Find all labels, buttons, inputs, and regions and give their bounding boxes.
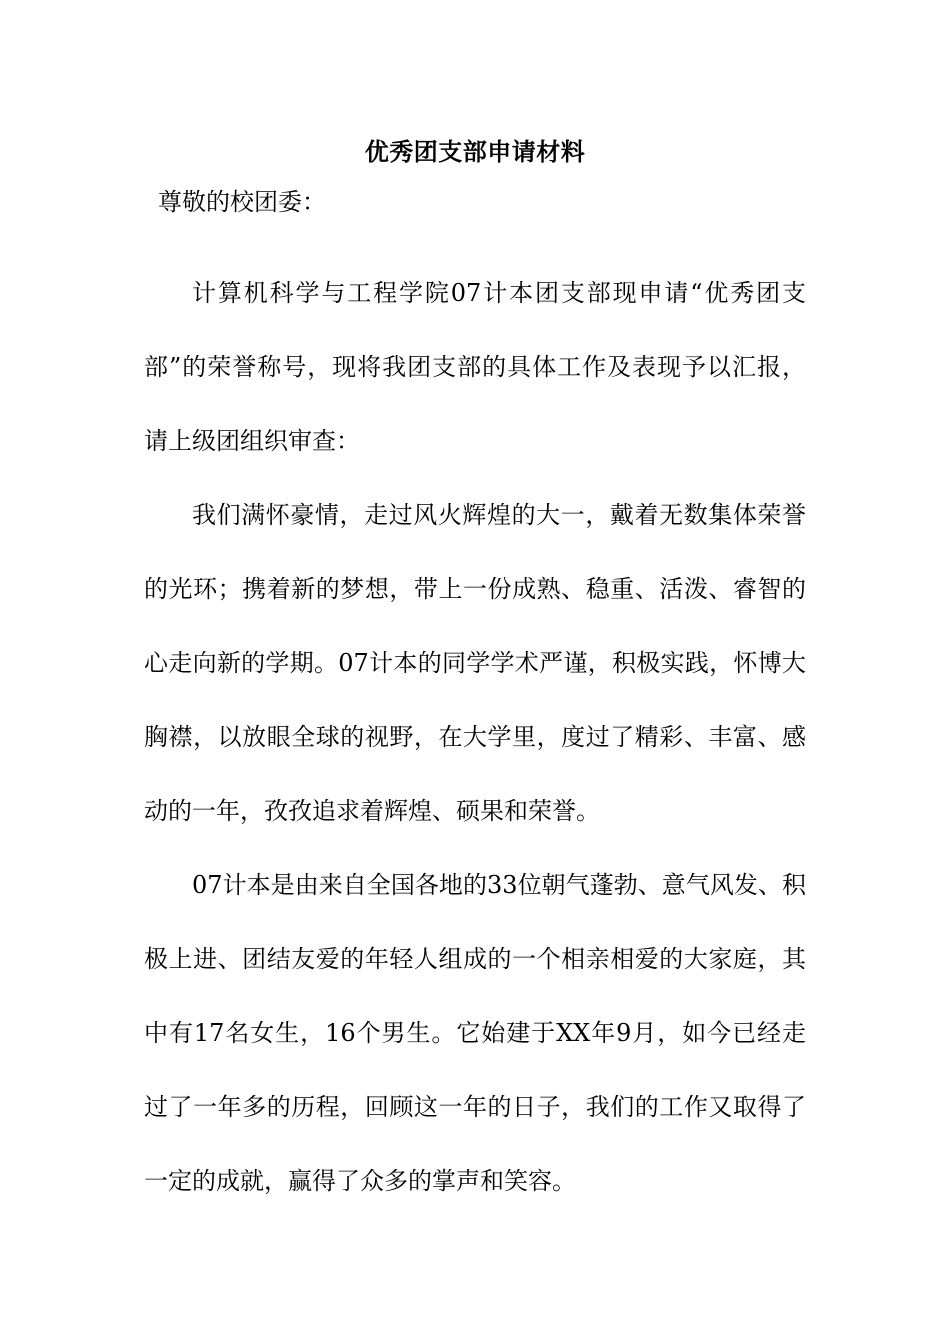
text-line: 计算机科学与工程学院07计本团支部现申请“优秀团支 (192, 279, 806, 307)
text-line: 胸襟，以放眼全球的视野，在大学里，度过了精彩、丰富、感 (144, 723, 806, 751)
paragraph-class-overview (144, 848, 806, 1218)
text-line: 中有17名女生，16个男生。它始建于XX年9月，如今已经走 (144, 1019, 806, 1047)
text-line: 极上进、团结友爱的年轻人组成的一个相亲相爱的大家庭，其 (144, 945, 806, 973)
text-line: 动的一年，孜孜追求着辉煌、硕果和荣誉。 (144, 797, 600, 825)
text-line: 请上级团组织审查： (144, 427, 360, 455)
text-line: 部”的荣誉称号，现将我团支部的具体工作及表现予以汇报， (144, 353, 806, 381)
text-line: 我们满怀豪情，走过风火辉煌的大一，戴着无数集体荣誉 (192, 501, 806, 529)
text-line: 心走向新的学期。07计本的同学学术严谨，积极实践，怀博大 (144, 649, 806, 677)
salutation: 尊敬的校团委： (158, 188, 326, 216)
text-line: 07计本是由来自全国各地的33位朝气蓬勃、意气风发、积 (192, 871, 806, 899)
text-line: 一定的成就，赢得了众多的掌声和笑容。 (144, 1167, 576, 1195)
text-line: 的光环；携着新的梦想，带上一份成熟、稳重、活泼、睿智的 (144, 575, 806, 603)
paragraph-introduction (144, 478, 806, 848)
text-line: 过了一年多的历程，回顾这一年的日子，我们的工作又取得了 (144, 1093, 806, 1121)
document-title: 优秀团支部申请材料 (364, 137, 586, 166)
document-body (144, 256, 806, 1218)
paragraph-application (144, 256, 806, 478)
